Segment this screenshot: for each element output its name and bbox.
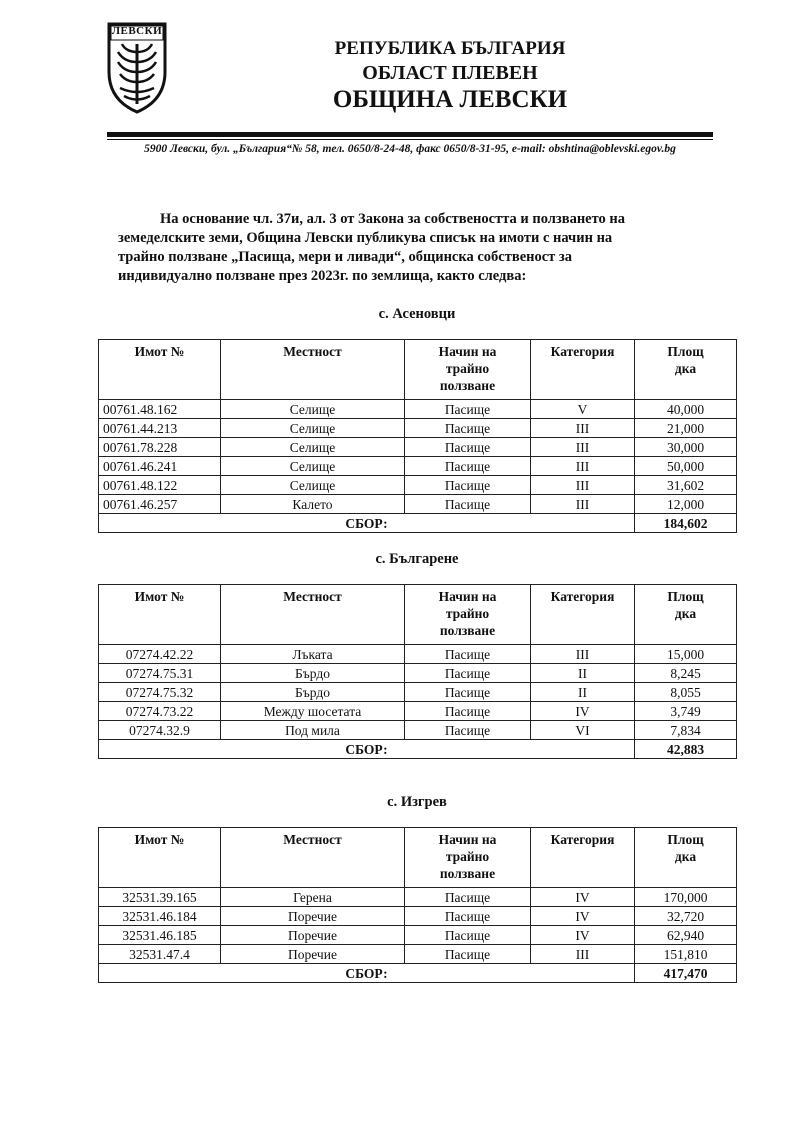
total-label: СБОР: xyxy=(99,740,635,759)
emblem-label: ЛЕВСКИ xyxy=(111,25,163,37)
table-row: 00761.46.257 Калето Пасище III 12,000 xyxy=(99,495,737,514)
village-heading: с. Изгрев xyxy=(387,794,447,810)
table-row: 00761.48.162 Селище Пасище V 40,000 xyxy=(99,400,737,419)
column-header-usage: Начин на трайно ползване xyxy=(405,585,531,645)
column-header-property: Имот № xyxy=(99,585,221,645)
table-total-row xyxy=(99,740,737,759)
table-row: 07274.73.22 Между шосетата Пасище IV 3,749 xyxy=(99,702,737,721)
table-row: 07274.75.32 Бърдо Пасище II 8,055 xyxy=(99,683,737,702)
total-value: 184,602 xyxy=(635,514,737,533)
table-header-row xyxy=(99,340,737,400)
table-row: 00761.44.213 Селище Пасище III 21,000 xyxy=(99,419,737,438)
municipality-emblem xyxy=(106,22,168,114)
table-row: 32531.47.4 Поречие Пасище III 151,810 xyxy=(99,945,737,964)
total-value: 417,470 xyxy=(635,964,737,983)
table-row: 07274.42.22 Лъката Пасище III 15,000 xyxy=(99,645,737,664)
header-divider-thick xyxy=(107,132,713,137)
column-header-usage: Начин на трайно ползване xyxy=(405,828,531,888)
property-table xyxy=(98,339,737,533)
column-header-area: Площ дка xyxy=(635,340,737,400)
table-row: 32531.46.185 Поречие Пасище IV 62,940 xyxy=(99,926,737,945)
table-total-row xyxy=(99,514,737,533)
village-heading: с. Асеновци xyxy=(378,306,456,322)
table-row: 07274.32.9 Под мила Пасище VI 7,834 xyxy=(99,721,737,740)
table-row: 00761.48.122 Селище Пасище III 31,602 xyxy=(99,476,737,495)
table-header-row xyxy=(99,585,737,645)
property-table xyxy=(98,827,737,983)
column-header-locality: Местност xyxy=(221,585,405,645)
intro-paragraph xyxy=(118,210,704,286)
column-header-property: Имот № xyxy=(99,828,221,888)
column-header-area: Площ дка xyxy=(635,585,737,645)
table-row: 07274.75.31 Бърдо Пасище II 8,245 xyxy=(99,664,737,683)
table-row: 32531.46.184 Поречие Пасище IV 32,720 xyxy=(99,907,737,926)
table-total-row xyxy=(99,964,737,983)
table-row: 00761.78.228 Селище Пасище III 30,000 xyxy=(99,438,737,457)
column-header-category: Категория xyxy=(531,340,635,400)
table-row: 00761.46.241 Селище Пасище III 50,000 xyxy=(99,457,737,476)
column-header-locality: Местност xyxy=(221,340,405,400)
contact-line: 5900 Левски, бул. „България“№ 58, тел. 0650/8-24-48, факс 0650/8-31-95, e-mail: obshtina@oblevski.egov.bg xyxy=(144,143,676,155)
total-value: 42,883 xyxy=(635,740,737,759)
intro-line: На основание чл. 37и, ал. 3 от Закона за собствеността и ползването на xyxy=(160,211,626,227)
column-header-category: Категория xyxy=(531,585,635,645)
intro-line: индивидуално ползване през 2023г. по землища, както следва: xyxy=(118,268,527,284)
table-row: 32531.39.165 Герена Пасище IV 170,000 xyxy=(99,888,737,907)
property-table xyxy=(98,584,737,759)
village-heading: с. Българене xyxy=(375,551,459,567)
column-header-category: Категория xyxy=(531,828,635,888)
total-label: СБОР: xyxy=(99,964,635,983)
intro-line: трайно ползване „Пасища, мери и ливади“, общинска собственост за xyxy=(118,249,572,265)
column-header-property: Имот № xyxy=(99,340,221,400)
municipality-title: ОБЩИНА ЛЕВСКИ xyxy=(332,86,568,113)
column-header-area: Площ дка xyxy=(635,828,737,888)
header-divider-thin xyxy=(107,139,713,140)
country-title: РЕПУБЛИКА БЪЛГАРИЯ xyxy=(334,38,566,59)
total-label: СБОР: xyxy=(99,514,635,533)
column-header-locality: Местност xyxy=(221,828,405,888)
column-header-usage: Начин на трайно ползване xyxy=(405,340,531,400)
intro-line: земеделските земи, Община Левски публикува списък на имоти с начин на xyxy=(118,230,613,246)
region-title: ОБЛАСТ ПЛЕВЕН xyxy=(362,62,538,84)
table-header-row xyxy=(99,828,737,888)
